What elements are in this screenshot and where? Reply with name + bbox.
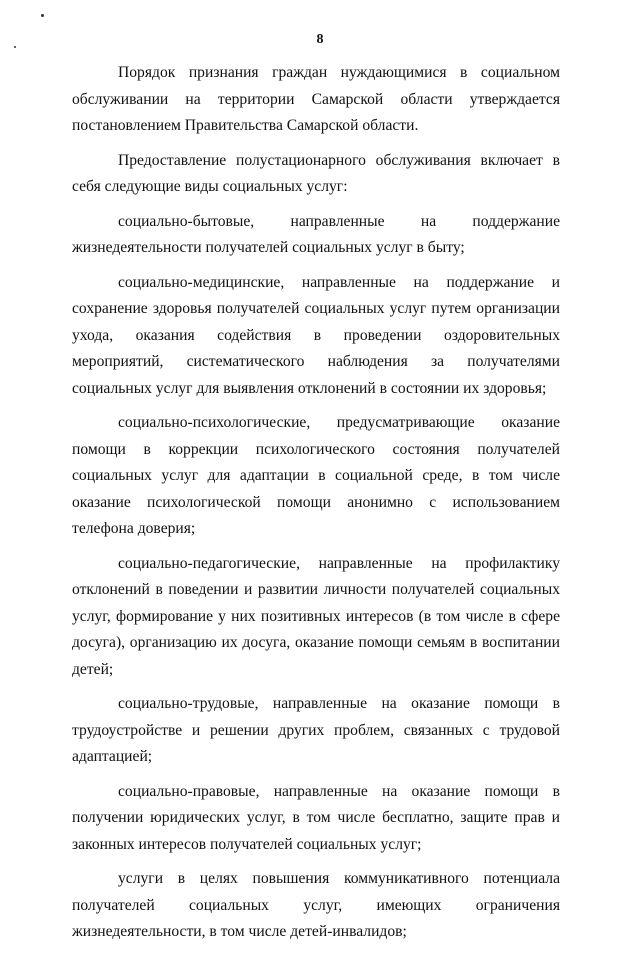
paragraph-household-services: социально-бытовые, направленные на поддержание жизнедеятельности получателей социальных услуг в быту; <box>72 212 560 256</box>
paragraph-legal-services: социально-правовые, направленные на оказание помощи в получении юридических услуг, в том числе бесплатно, защите прав и законных интересов получателей социальных услуг; <box>72 782 560 853</box>
paragraph-pedagogical-services: социально-педагогические, направленные на профилактику отклонений в поведении и развитии личности получателей социальных услуг, формирование у них позитивных интересов (в том числе в сфере досуга), организацию их досуга, оказание помощи семьям в воспитании детей; <box>72 554 560 678</box>
paragraph-medical-services: социально-медицинские, направленные на поддержание и сохранение здоровья получателей социальных услуг путем организации ухода, оказания содействия в проведении оздоровительных мероприятий, систематического наблюдения за получателями социальных услуг для выявления отклонений в состоянии их здоровья; <box>72 273 560 397</box>
paragraph-semi-stationary-intro: Предоставление полустационарного обслуживания включает в себя следующие виды социальных услуг: <box>72 151 560 195</box>
document-body <box>72 60 560 954</box>
paragraph-recognition-procedure: Порядок признания граждан нуждающимися в социальном обслуживании на территории Самарской области утверждается постановлением Правительства Самарской области. <box>72 64 560 134</box>
paragraph-psychological-services: социально-психологические, предусматривающие оказание помощи в коррекции психологического состояния получателей социальных услуг для адаптации в социальной среде, в том числе оказание психологической помощи анонимно с использованием телефона доверия; <box>72 414 560 537</box>
page-number: 8 <box>316 32 324 47</box>
scan-speck <box>41 14 44 17</box>
paragraph-labor-services: социально-трудовые, направленные на оказание помощи в трудоустройстве и решении других проблем, связанных с трудовой адаптацией; <box>72 695 560 765</box>
paragraph-communication-services: услуги в целях повышения коммуникативного потенциала получателей социальных услуг, имеющих ограничения жизнедеятельности, в том числе детей-инвалидов; <box>72 870 560 940</box>
